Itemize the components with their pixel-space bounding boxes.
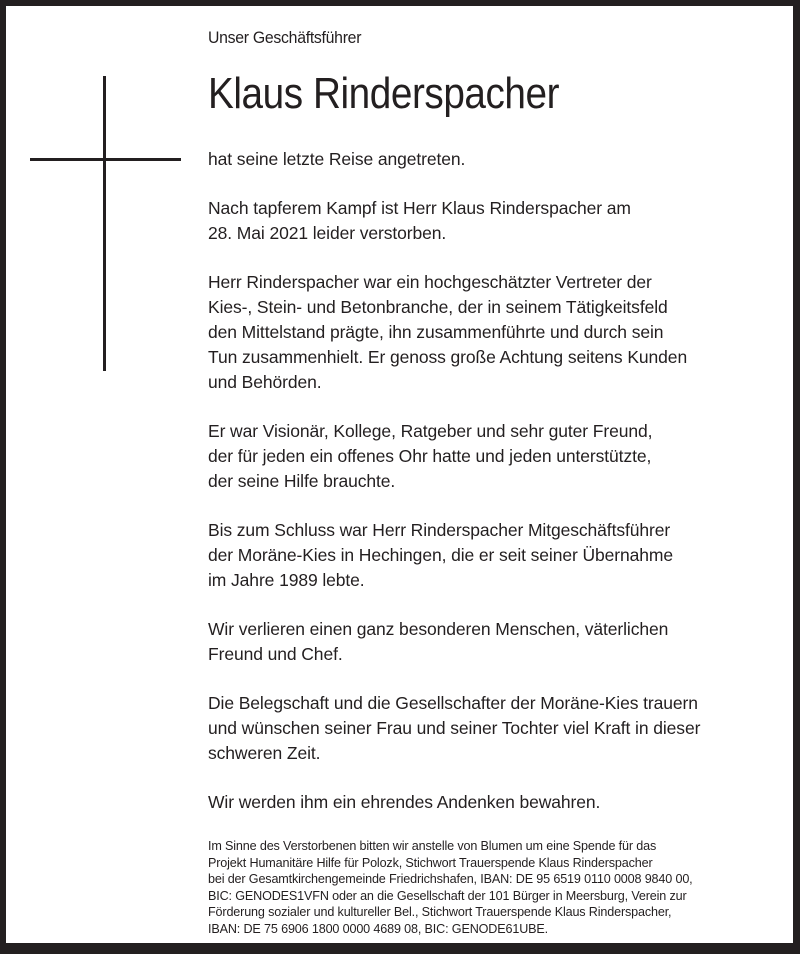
deceased-name: Klaus Rinderspacher: [208, 69, 560, 118]
cross-vertical-bar: [103, 76, 106, 371]
text-line: und Behörden.: [208, 372, 322, 392]
paragraph: [208, 790, 768, 815]
obituary-notice: [6, 6, 793, 943]
text-line: Die Belegschaft und die Gesellschafter der Moräne-Kies trauern: [208, 693, 698, 713]
text-line: Tun zusammenhielt. Er genoss große Achtung seitens Kunden: [208, 347, 688, 367]
paragraph: [208, 270, 768, 395]
note-line: IBAN: DE 75 6906 1800 0000 4689 08, BIC: GENODE61UBE.: [208, 921, 548, 936]
notice-body: [208, 147, 768, 839]
paragraph: [208, 518, 768, 593]
note-line: BIC: GENODES1VFN oder an die Gesellschaft der 101 Bürger in Meersburg, Verein zur: [208, 888, 687, 903]
cross-horizontal-bar: [30, 158, 181, 161]
text-line: im Jahre 1989 lebte.: [208, 570, 365, 590]
text-line: Herr Rinderspacher war ein hochgeschätzter Vertreter der: [208, 272, 652, 292]
text-line: Er war Visionär, Kollege, Ratgeber und sehr guter Freund,: [208, 421, 653, 441]
text-line: Kies-, Stein- und Betonbranche, der in seinem Tätigkeitsfeld: [208, 297, 668, 317]
text-line: der für jeden ein offenes Ohr hatte und jeden unterstützte,: [208, 446, 652, 466]
text-line: 28. Mai 2021 leider verstorben.: [208, 223, 447, 243]
paragraph: [208, 196, 768, 246]
text-line: schweren Zeit.: [208, 743, 321, 763]
text-line: der seine Hilfe brauchte.: [208, 471, 396, 491]
note-line: bei der Gesamtkirchengemeinde Friedrichshafen, IBAN: DE 95 6519 0110 0008 9840 00,: [208, 872, 693, 886]
text-line: der Moräne-Kies in Hechingen, die er seit seiner Übernahme: [208, 545, 674, 565]
note-line: Förderung sozialer und kultureller Bel., Stichwort Trauerspende Klaus Rinderspacher,: [208, 905, 672, 919]
text-line: hat seine letzte Reise angetreten.: [208, 149, 466, 169]
text-line: Nach tapferem Kampf ist Herr Klaus Rinderspacher am: [208, 198, 631, 218]
text-line: Wir werden ihm ein ehrendes Andenken bewahren.: [208, 792, 601, 812]
paragraph: [208, 691, 768, 766]
paragraph: [208, 147, 768, 172]
intro-line: Unser Geschäftsführer: [208, 28, 362, 47]
text-line: Freund und Chef.: [208, 644, 343, 664]
paragraph: [208, 419, 768, 494]
text-line: den Mittelstand prägte, ihn zusammenführte und durch sein: [208, 322, 664, 342]
donation-note: [208, 838, 788, 937]
text-line: Wir verlieren einen ganz besonderen Menschen, väterlichen: [208, 619, 669, 639]
paragraph: [208, 617, 768, 667]
text-line: Bis zum Schluss war Herr Rinderspacher Mitgeschäftsführer: [208, 520, 671, 540]
text-line: und wünschen seiner Frau und seiner Tochter viel Kraft in dieser: [208, 718, 701, 738]
note-line: Im Sinne des Verstorbenen bitten wir anstelle von Blumen um eine Spende für das: [208, 839, 657, 853]
note-line: Projekt Humanitäre Hilfe für Polozk, Stichwort Trauerspende Klaus Rinderspacher: [208, 855, 653, 870]
